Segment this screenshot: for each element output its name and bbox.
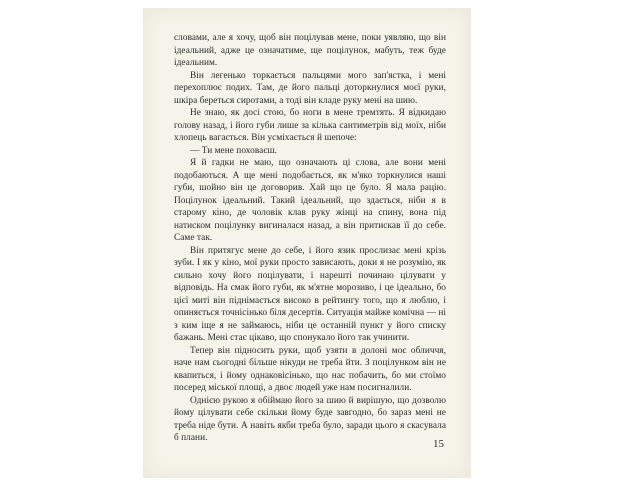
page-number: 15 xyxy=(433,438,444,450)
paragraph: Однією рукою я обіймаю його за шию й вирішую, що дозволю йому цілувати себе скільки йому буде завгодно, бо зараз мені не треба ніде бути. А навіть якби треба було, заради цього я скасувала б плани. xyxy=(174,395,446,443)
paragraph: словами, але я хочу, щоб він поцілував мене, поки уявляю, що він ідеальний, адже це означатиме, ще поцілунок, мабуть, теж буде ідеальним. xyxy=(174,33,446,68)
paragraph: Тепер він підносить руки, щоб узяти в долоні моє обличчя, наче нам сьогодні більше нікуди не треба йти. З поцілунком він не квапиться, і йому однаковісінько, що нас побачить, бо ми стоїмо посеред міської площі, а двоє людей уже нам посигналили. xyxy=(174,345,446,393)
paragraph: Я й гадки не маю, що означають ці слова, але вони мені подобаються. А ще мені подобається, як м'яко торкнулися наші губи, шойно він це договорив. Хай що це було. Я мала рацію. Поцілунок ідеальний. Такий ідеальний, що здається, ніби я в старому кіно, де чоловік клав руку жінці на спину, вона під натиском поцілунку вигиналася назад, а він притискав її до себе. Саме так. xyxy=(174,158,446,243)
paragraph: Не знаю, як досі стою, бо ноги в мене тремтять. Я відкидаю голову назад, і його губи лише за кілька сантиметрів від моїх, ніби хлопець вагається. Він усміхається й шепоче: xyxy=(174,108,446,143)
text-block xyxy=(174,32,446,445)
dialogue-line: — Ти мене поховаєш. xyxy=(190,145,277,156)
paragraph: Він притягує мене до себе, і його язик прослизає мені крізь зуби. І як у кіно, мої руки просто зависають, доки я не розумію, як сильно хочу його поцілувати, і нарешті починаю цілувати у відповідь. На смак його губи, як м'ятне морозиво, і це ідеально, бо цієї миті він піднімається високо в рейтингу того, що я люблю, і опиняється точнісінько біля десертів. Ситуація майже комічна — ні з ким іще я не займаюсь, ніби це останній пункт у його списку бажань. Мені стає цікаво, що спонукало його так учинити. xyxy=(174,245,446,343)
paragraph: Він легенько торкається пальцями мого зап'ястка, і мені перехоплює подих. Там, де його пальці доторкнулися моєї руки, шкіра береться сиротами, а тоді він кладе руку мені на шию. xyxy=(174,70,446,106)
